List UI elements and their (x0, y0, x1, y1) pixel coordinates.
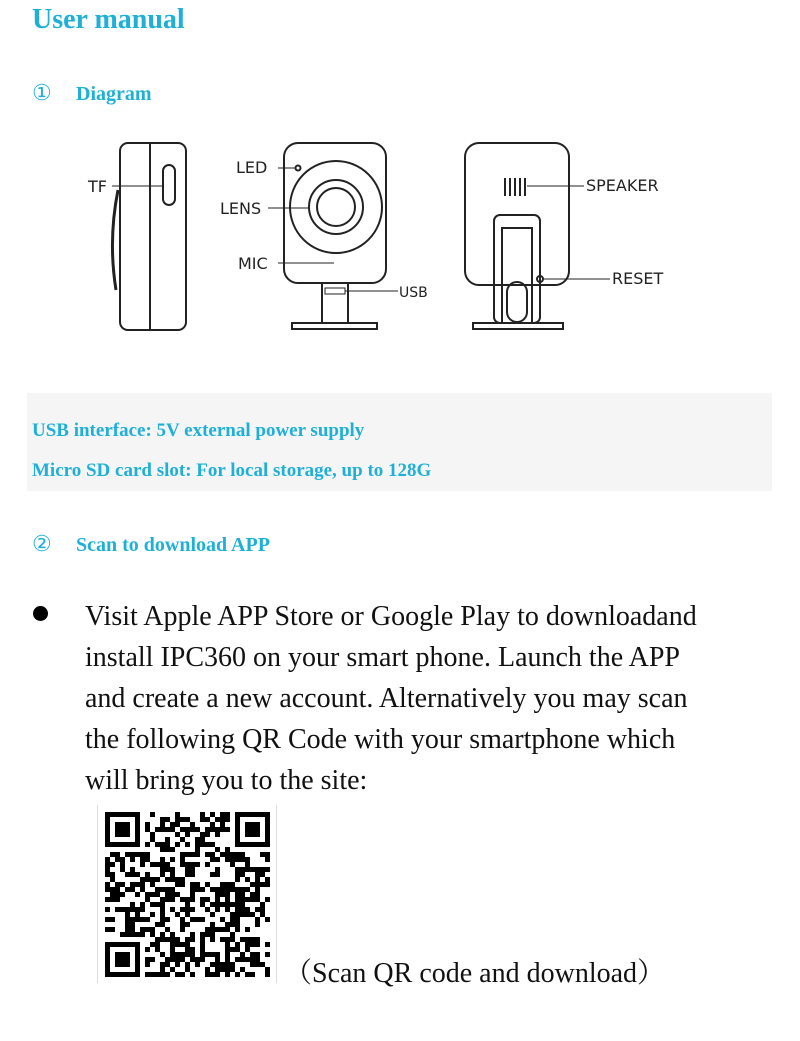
device-diagram (0, 120, 800, 360)
device-side-view (87, 143, 186, 330)
label-lens: LENS (220, 199, 262, 218)
section-download-heading (32, 531, 270, 557)
sd-card-spec: Micro SD card slot: For local storage, up to 128G (32, 460, 432, 481)
label-mic: MIC (238, 254, 268, 273)
qr-caption: （Scan QR code and download） (284, 958, 666, 989)
instruction-line: the following QR Code with your smartphone which (85, 724, 676, 755)
section-title: Diagram (76, 83, 152, 105)
qr-code-frame (97, 805, 277, 983)
qr-code-icon (98, 805, 276, 983)
instruction-line: Visit Apple APP Store or Google Play to downloadand (85, 601, 697, 632)
info-box (27, 393, 772, 491)
section-diagram-heading (32, 80, 152, 106)
instruction-line: will bring you to the site: (85, 765, 368, 796)
device-front-view (220, 143, 428, 329)
section-title: Scan to download APP (76, 534, 270, 556)
instruction-line: install IPC360 on your smart phone. Launch the APP (85, 642, 680, 673)
device-back-view (465, 143, 663, 329)
instructions-paragraph (85, 596, 785, 801)
label-speaker: SPEAKER (586, 176, 659, 195)
label-usb: USB (399, 285, 428, 301)
section-number: ② (32, 531, 52, 556)
bullet-icon (33, 606, 48, 621)
label-tf: TF (88, 177, 107, 196)
instruction-line: and create a new account. Alternatively you may scan (85, 683, 688, 714)
section-number: ① (32, 80, 52, 105)
page-title: User manual (32, 4, 185, 35)
usb-interface-spec: USB interface: 5V external power supply (32, 420, 365, 441)
label-reset: RESET (612, 269, 664, 288)
label-led: LED (236, 158, 268, 177)
